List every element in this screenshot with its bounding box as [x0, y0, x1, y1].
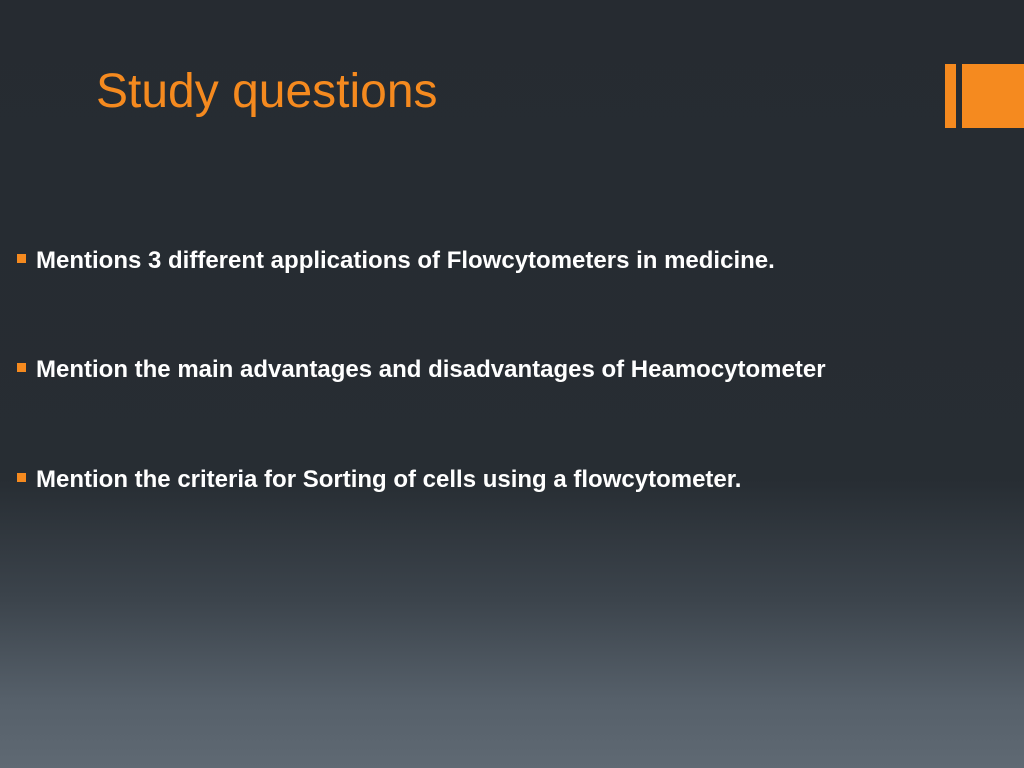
bullet-text: Mentions 3 different applications of Flowcytometers in medicine.: [36, 247, 775, 274]
square-bullet-icon: [17, 363, 26, 372]
bullet-item: [17, 350, 1017, 390]
slide-title: Study questions: [96, 65, 438, 118]
bullet-text: Mention the main advantages and disadvantages of Heamocytometer: [36, 356, 826, 383]
bullet-text: Mention the criteria for Sorting of cells using a flowcytometer.: [36, 466, 742, 493]
square-bullet-icon: [17, 254, 26, 263]
bullet-item: [17, 460, 1017, 500]
bullet-item: [17, 241, 1017, 281]
accent-bar-thick: [962, 64, 1024, 128]
square-bullet-icon: [17, 473, 26, 482]
accent-bar-thin: [945, 64, 956, 128]
